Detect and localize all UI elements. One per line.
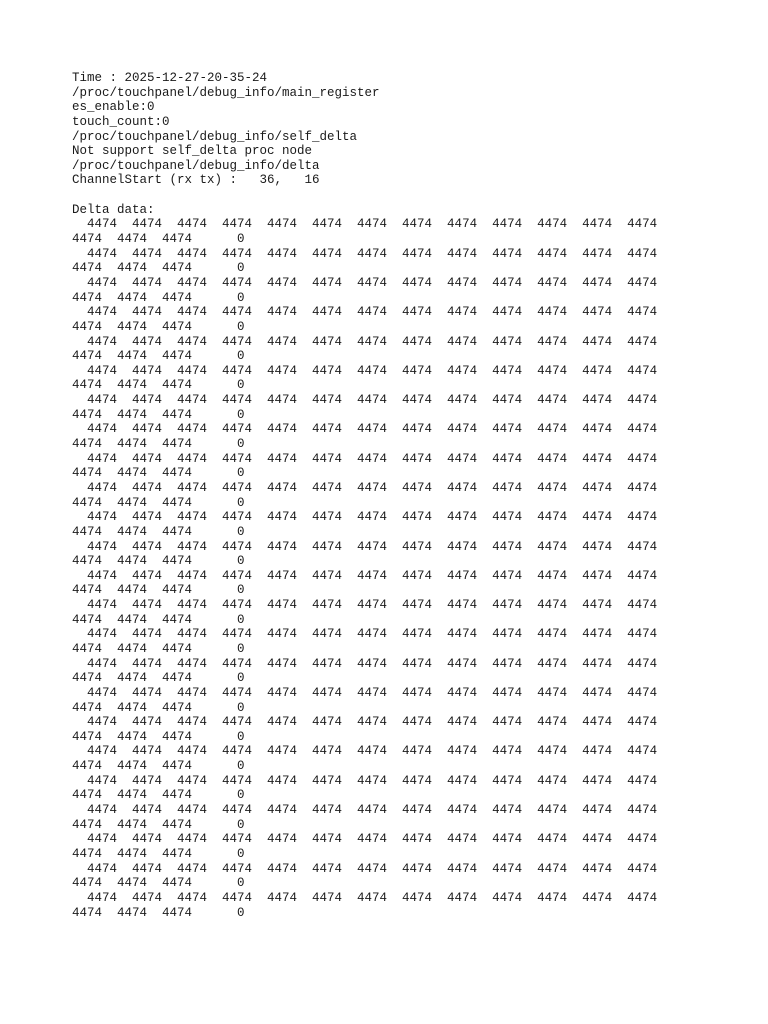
delta-row-line-b: 4474 4474 4474 0 [72,641,245,656]
delta-row-line-a: 4474 4474 4474 4474 4474 4474 4474 4474 4474 4474 4474 4474 4474 [72,568,658,583]
es-enable-value: es_enable:0 [72,100,155,115]
delta-row-line-a: 4474 4474 4474 4474 4474 4474 4474 4474 4474 4474 4474 4474 4474 [72,832,658,847]
delta-row-line-a: 4474 4474 4474 4474 4474 4474 4474 4474 4474 4474 4474 4474 4474 [72,480,658,495]
delta-row-line-a: 4474 4474 4474 4474 4474 4474 4474 4474 4474 4474 4474 4474 4474 [72,334,658,349]
delta-row-line-a: 4474 4474 4474 4474 4474 4474 4474 4474 4474 4474 4474 4474 4474 [72,598,658,613]
delta-row-line-a: 4474 4474 4474 4474 4474 4474 4474 4474 4474 4474 4474 4474 4474 [72,422,658,437]
delta-row-line-b: 4474 4474 4474 0 [72,554,245,569]
delta-row-line-a: 4474 4474 4474 4474 4474 4474 4474 4474 4474 4474 4474 4474 4474 [72,685,658,700]
delta-data-title: Delta data: [72,202,155,217]
delta-row-line-b: 4474 4474 4474 0 [72,788,245,803]
delta-row-line-a: 4474 4474 4474 4474 4474 4474 4474 4474 4474 4474 4474 4474 4474 [72,627,658,642]
delta-row-line-a: 4474 4474 4474 4474 4474 4474 4474 4474 4474 4474 4474 4474 4474 [72,890,658,905]
blank-line [72,188,712,203]
delta-row-line-b: 4474 4474 4474 0 [72,759,245,774]
delta-row-line-b: 4474 4474 4474 0 [72,729,245,744]
delta-row-line-a: 4474 4474 4474 4474 4474 4474 4474 4474 4474 4474 4474 4474 4474 [72,744,658,759]
delta-row-line-b: 4474 4474 4474 0 [72,261,245,276]
delta-row-line-b: 4474 4474 4474 0 [72,846,245,861]
delta-row-line-b: 4474 4474 4474 0 [72,232,245,247]
delta-row-line-a: 4474 4474 4474 4474 4474 4474 4474 4474 4474 4474 4474 4474 4474 [72,451,658,466]
delta-row-line-a: 4474 4474 4474 4474 4474 4474 4474 4474 4474 4474 4474 4474 4474 [72,305,658,320]
delta-row-line-a: 4474 4474 4474 4474 4474 4474 4474 4474 4474 4474 4474 4474 4474 [72,246,658,261]
delta-row-line-a: 4474 4474 4474 4474 4474 4474 4474 4474 4474 4474 4474 4474 4474 [72,393,658,408]
delta-row-line-b: 4474 4474 4474 0 [72,349,245,364]
channel-start-line: ChannelStart (rx tx) : 36, 16 [72,173,320,188]
delta-row-line-b: 4474 4474 4474 0 [72,671,245,686]
delta-path: /proc/touchpanel/debug_info/delta [72,158,320,173]
touch-count-value: touch_count:0 [72,114,170,129]
delta-row-line-b: 4474 4474 4474 0 [72,437,245,452]
main-register-path: /proc/touchpanel/debug_info/main_register [72,85,380,100]
delta-row-line-b: 4474 4474 4474 0 [72,700,245,715]
delta-row-line-b: 4474 4474 4474 0 [72,583,245,598]
delta-row-line-b: 4474 4474 4474 0 [72,466,245,481]
delta-row-line-a: 4474 4474 4474 4474 4474 4474 4474 4474 4474 4474 4474 4474 4474 [72,861,658,876]
delta-row-line-a: 4474 4474 4474 4474 4474 4474 4474 4474 4474 4474 4474 4474 4474 [72,217,658,232]
delta-row-line-b: 4474 4474 4474 0 [72,817,245,832]
self-delta-path: /proc/touchpanel/debug_info/self_delta [72,129,358,144]
delta-row-line-b: 4474 4474 4474 0 [72,407,245,422]
self-delta-message: Not support self_delta proc node [72,144,313,159]
delta-row-line-b: 4474 4474 4474 0 [72,378,245,393]
delta-row-line-b: 4474 4474 4474 0 [72,905,245,920]
document-page [72,71,712,920]
delta-data-table [72,217,712,920]
delta-row-line-b: 4474 4474 4474 0 [72,290,245,305]
delta-row-line-a: 4474 4474 4474 4474 4474 4474 4474 4474 4474 4474 4474 4474 4474 [72,656,658,671]
delta-row-line-b: 4474 4474 4474 0 [72,495,245,510]
delta-row-line-a: 4474 4474 4474 4474 4474 4474 4474 4474 4474 4474 4474 4474 4474 [72,773,658,788]
delta-row-line-a: 4474 4474 4474 4474 4474 4474 4474 4474 4474 4474 4474 4474 4474 [72,275,658,290]
delta-row-line-a: 4474 4474 4474 4474 4474 4474 4474 4474 4474 4474 4474 4474 4474 [72,510,658,525]
delta-row-line-b: 4474 4474 4474 0 [72,876,245,891]
delta-row-line-a: 4474 4474 4474 4474 4474 4474 4474 4474 4474 4474 4474 4474 4474 [72,715,658,730]
delta-row-line-a: 4474 4474 4474 4474 4474 4474 4474 4474 4474 4474 4474 4474 4474 [72,539,658,554]
delta-row-line-a: 4474 4474 4474 4474 4474 4474 4474 4474 4474 4474 4474 4474 4474 [72,363,658,378]
delta-row-line-b: 4474 4474 4474 0 [72,319,245,334]
delta-row-line-b: 4474 4474 4474 0 [72,524,245,539]
delta-row-line-b: 4474 4474 4474 0 [72,612,245,627]
delta-row-line-a: 4474 4474 4474 4474 4474 4474 4474 4474 4474 4474 4474 4474 4474 [72,803,658,818]
time-line: Time : 2025-12-27-20-35-24 [72,71,268,85]
